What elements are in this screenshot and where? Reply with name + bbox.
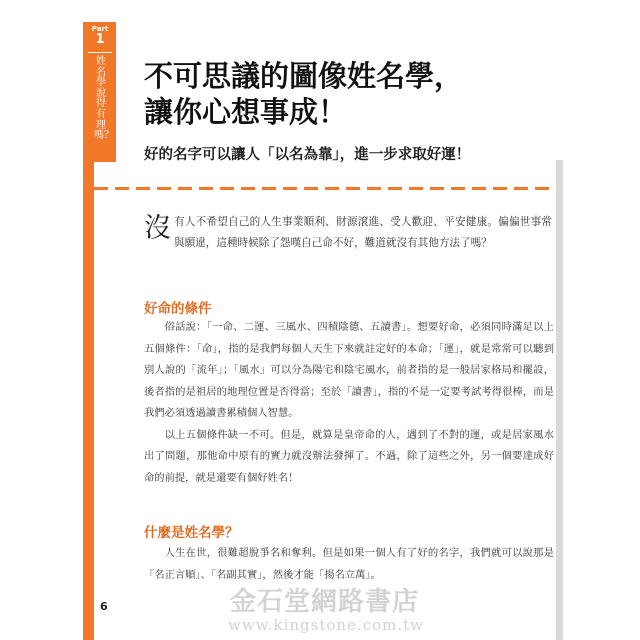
page-number: 6 — [100, 600, 108, 613]
chapter-title-vertical: 姓名學說得有理嗎？ — [94, 56, 114, 142]
page-title — [144, 58, 554, 130]
intro-paragraph — [144, 212, 552, 254]
part-number: 1 — [95, 32, 105, 47]
section-body-name-study — [144, 543, 554, 586]
watermark-url: www.kingstone.com.tw — [228, 616, 425, 634]
part-label: Part — [91, 25, 109, 33]
section-heading-name-study: 什麼是姓名學？ — [144, 525, 239, 541]
drop-cap: 沒 — [144, 213, 171, 244]
part-divider — [88, 52, 112, 53]
section-heading-good-fortune: 好命的條件 — [144, 301, 212, 317]
title-line-1: 不可思議的圖像姓名學， — [144, 59, 464, 93]
body-paragraph: 以上五個條件缺一不可。但是，就算是皇帝命的人，遇到了不對的運，或是居家風水出了問題，那他命中原有的實力就沒辦法發揮了。不過，除了這些之外，另一個要達成好命的前提，就是還要有個好姓名！ — [144, 428, 554, 484]
body-paragraph: 俗話說：「一命、二運、三風水、四積陰德、五讀書」。想要好命，必須同時滿足以上五個條件：「命」，指的是我們每個人天生下來就註定好的本命；「運」，就是常常可以聽到別人說的「流年」；「風水」可以分為陽宅和陰宅風水，前者指的是一般居家格局和擺設，後者指的是祖居的地理位置是否得當；至於「讀書」，指的不是一定要考試考得很棒，而是我們必須透過讀書累積個人智慧。 — [144, 321, 554, 419]
section-body-good-fortune — [144, 317, 554, 489]
intro-text: 有人不希望自己的人生事業順利、財源滾進、受人歡迎、平安健康。偏偏世事常與願違，這種時候除了怨嘆自己命不好，難道就沒有其他方法了嗎？ — [174, 216, 552, 249]
dashed-divider — [94, 187, 556, 190]
title-line-2: 讓你心想事成！ — [144, 95, 348, 129]
watermark-text: 金石堂網路書店 — [230, 587, 420, 617]
right-gray-bar — [556, 160, 563, 640]
page-subtitle: 好的名字可以讓人「以名為靠」，進一步求取好運！ — [144, 147, 471, 163]
left-accent-stripe — [83, 160, 94, 640]
body-paragraph: 人生在世，很難超脫爭名和奪利。但是如果一個人有了好的名字，我們就可以說那是「名正言順」、「名副其實」，然後才能「揚名立萬」。 — [144, 547, 554, 581]
